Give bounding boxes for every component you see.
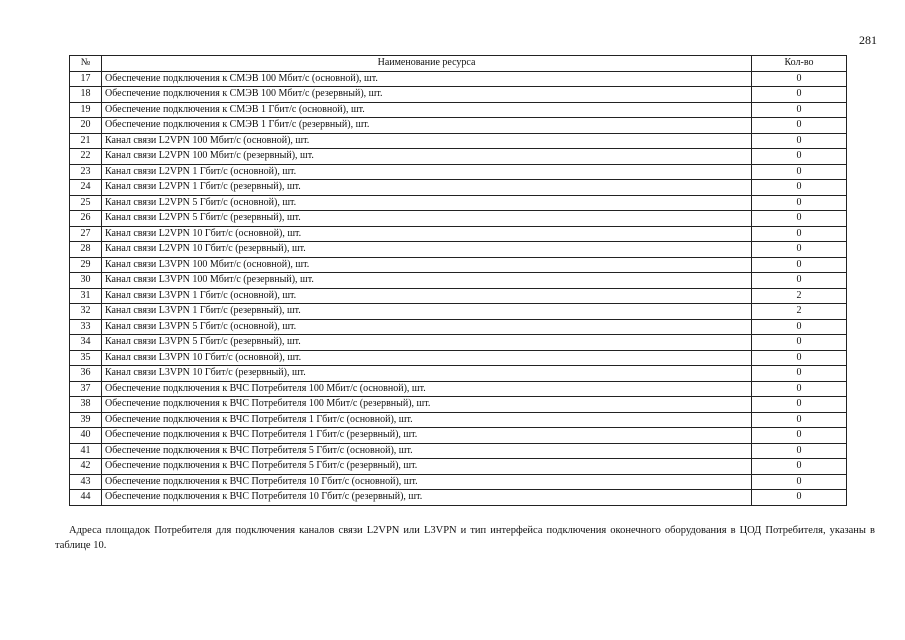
table-row bbox=[70, 273, 847, 289]
table-row bbox=[70, 474, 847, 490]
row-number: 37 bbox=[70, 381, 102, 397]
row-resource-name: Обеспечение подключения к ВЧС Потребителя 1 Гбит/с (резервный), шт. bbox=[102, 428, 752, 444]
row-resource-name: Обеспечение подключения к СМЭВ 100 Мбит/с (резервный), шт. bbox=[102, 87, 752, 103]
table-body bbox=[70, 71, 847, 505]
row-number: 39 bbox=[70, 412, 102, 428]
row-number: 27 bbox=[70, 226, 102, 242]
table-row bbox=[70, 118, 847, 134]
table-row bbox=[70, 288, 847, 304]
row-quantity: 0 bbox=[752, 490, 847, 506]
row-number: 19 bbox=[70, 102, 102, 118]
row-resource-name: Канал связи L3VPN 1 Гбит/с (резервный), шт. bbox=[102, 304, 752, 320]
row-resource-name: Обеспечение подключения к ВЧС Потребителя 5 Гбит/с (резервный), шт. bbox=[102, 459, 752, 475]
row-resource-name: Канал связи L2VPN 5 Гбит/с (резервный), шт. bbox=[102, 211, 752, 227]
header-number: № bbox=[70, 56, 102, 72]
row-quantity: 0 bbox=[752, 397, 847, 413]
row-quantity: 0 bbox=[752, 459, 847, 475]
row-resource-name: Канал связи L3VPN 100 Мбит/с (резервный), шт. bbox=[102, 273, 752, 289]
header-quantity: Кол-во bbox=[752, 56, 847, 72]
row-resource-name: Канал связи L2VPN 10 Гбит/с (резервный), шт. bbox=[102, 242, 752, 258]
row-resource-name: Обеспечение подключения к ВЧС Потребителя 100 Мбит/с (основной), шт. bbox=[102, 381, 752, 397]
row-resource-name: Канал связи L3VPN 100 Мбит/с (основной), шт. bbox=[102, 257, 752, 273]
row-quantity: 0 bbox=[752, 428, 847, 444]
table-row bbox=[70, 164, 847, 180]
row-quantity: 0 bbox=[752, 102, 847, 118]
row-number: 30 bbox=[70, 273, 102, 289]
row-quantity: 0 bbox=[752, 257, 847, 273]
row-number: 28 bbox=[70, 242, 102, 258]
table-row bbox=[70, 180, 847, 196]
table-row bbox=[70, 428, 847, 444]
row-resource-name: Канал связи L3VPN 1 Гбит/с (основной), шт. bbox=[102, 288, 752, 304]
row-quantity: 0 bbox=[752, 71, 847, 87]
table-row bbox=[70, 366, 847, 382]
row-resource-name: Канал связи L3VPN 5 Гбит/с (основной), шт. bbox=[102, 319, 752, 335]
row-resource-name: Канал связи L3VPN 10 Гбит/с (основной), шт. bbox=[102, 350, 752, 366]
row-number: 31 bbox=[70, 288, 102, 304]
row-resource-name: Обеспечение подключения к ВЧС Потребителя 5 Гбит/с (основной), шт. bbox=[102, 443, 752, 459]
row-number: 34 bbox=[70, 335, 102, 351]
row-resource-name: Обеспечение подключения к СМЭВ 1 Гбит/с (основной), шт. bbox=[102, 102, 752, 118]
table-row bbox=[70, 412, 847, 428]
row-quantity: 2 bbox=[752, 288, 847, 304]
row-quantity: 0 bbox=[752, 242, 847, 258]
row-resource-name: Обеспечение подключения к ВЧС Потребителя 10 Гбит/с (основной), шт. bbox=[102, 474, 752, 490]
table-row bbox=[70, 211, 847, 227]
row-quantity: 0 bbox=[752, 335, 847, 351]
row-resource-name: Обеспечение подключения к СМЭВ 1 Гбит/с (резервный), шт. bbox=[102, 118, 752, 134]
row-number: 42 bbox=[70, 459, 102, 475]
row-number: 18 bbox=[70, 87, 102, 103]
table-row bbox=[70, 443, 847, 459]
row-number: 25 bbox=[70, 195, 102, 211]
table-row bbox=[70, 133, 847, 149]
row-quantity: 0 bbox=[752, 180, 847, 196]
row-resource-name: Канал связи L2VPN 100 Мбит/с (резервный), шт. bbox=[102, 149, 752, 165]
resource-table bbox=[69, 55, 847, 506]
table-row bbox=[70, 226, 847, 242]
row-quantity: 0 bbox=[752, 366, 847, 382]
row-quantity: 0 bbox=[752, 412, 847, 428]
table-row bbox=[70, 257, 847, 273]
table-row bbox=[70, 335, 847, 351]
row-number: 40 bbox=[70, 428, 102, 444]
row-number: 26 bbox=[70, 211, 102, 227]
row-quantity: 0 bbox=[752, 350, 847, 366]
table-reference-note: Адреса площадок Потребителя для подключения каналов связи L2VPN или L3VPN и тип интерфейса подключения оконечного оборудования в ЦОД Потребителя, указаны в таблице 10. bbox=[55, 525, 875, 551]
row-quantity: 0 bbox=[752, 443, 847, 459]
row-quantity: 0 bbox=[752, 273, 847, 289]
table-row bbox=[70, 319, 847, 335]
row-resource-name: Канал связи L3VPN 5 Гбит/с (резервный), шт. bbox=[102, 335, 752, 351]
row-resource-name: Канал связи L3VPN 10 Гбит/с (резервный), шт. bbox=[102, 366, 752, 382]
row-number: 38 bbox=[70, 397, 102, 413]
row-resource-name: Канал связи L2VPN 1 Гбит/с (резервный), шт. bbox=[102, 180, 752, 196]
table-row bbox=[70, 87, 847, 103]
row-resource-name: Канал связи L2VPN 100 Мбит/с (основной), шт. bbox=[102, 133, 752, 149]
row-quantity: 0 bbox=[752, 211, 847, 227]
row-number: 17 bbox=[70, 71, 102, 87]
row-resource-name: Канал связи L2VPN 1 Гбит/с (основной), шт. bbox=[102, 164, 752, 180]
row-quantity: 0 bbox=[752, 381, 847, 397]
row-number: 32 bbox=[70, 304, 102, 320]
row-number: 35 bbox=[70, 350, 102, 366]
row-resource-name: Канал связи L2VPN 10 Гбит/с (основной), шт. bbox=[102, 226, 752, 242]
header-resource-name: Наименование ресурса bbox=[102, 56, 752, 72]
row-quantity: 0 bbox=[752, 474, 847, 490]
table-row bbox=[70, 149, 847, 165]
row-quantity: 0 bbox=[752, 133, 847, 149]
row-resource-name: Обеспечение подключения к ВЧС Потребителя 100 Мбит/с (резервный), шт. bbox=[102, 397, 752, 413]
row-number: 29 bbox=[70, 257, 102, 273]
row-quantity: 0 bbox=[752, 87, 847, 103]
table-row bbox=[70, 350, 847, 366]
row-number: 23 bbox=[70, 164, 102, 180]
table-row bbox=[70, 490, 847, 506]
row-resource-name: Обеспечение подключения к СМЭВ 100 Мбит/с (основной), шт. bbox=[102, 71, 752, 87]
row-number: 41 bbox=[70, 443, 102, 459]
row-quantity: 0 bbox=[752, 195, 847, 211]
table-row bbox=[70, 459, 847, 475]
row-number: 20 bbox=[70, 118, 102, 134]
table-row bbox=[70, 397, 847, 413]
page-number: 281 bbox=[859, 33, 877, 47]
row-resource-name: Канал связи L2VPN 5 Гбит/с (основной), шт. bbox=[102, 195, 752, 211]
table-row bbox=[70, 71, 847, 87]
row-number: 43 bbox=[70, 474, 102, 490]
row-quantity: 2 bbox=[752, 304, 847, 320]
table-row bbox=[70, 195, 847, 211]
row-number: 21 bbox=[70, 133, 102, 149]
row-quantity: 0 bbox=[752, 164, 847, 180]
row-number: 36 bbox=[70, 366, 102, 382]
row-resource-name: Обеспечение подключения к ВЧС Потребителя 1 Гбит/с (основной), шт. bbox=[102, 412, 752, 428]
table-header-row bbox=[70, 56, 847, 72]
row-quantity: 0 bbox=[752, 149, 847, 165]
row-quantity: 0 bbox=[752, 319, 847, 335]
table-row bbox=[70, 242, 847, 258]
table-row bbox=[70, 381, 847, 397]
row-quantity: 0 bbox=[752, 118, 847, 134]
row-quantity: 0 bbox=[752, 226, 847, 242]
table-row bbox=[70, 304, 847, 320]
row-number: 22 bbox=[70, 149, 102, 165]
table-row bbox=[70, 102, 847, 118]
row-resource-name: Обеспечение подключения к ВЧС Потребителя 10 Гбит/с (резервный), шт. bbox=[102, 490, 752, 506]
row-number: 44 bbox=[70, 490, 102, 506]
row-number: 33 bbox=[70, 319, 102, 335]
row-number: 24 bbox=[70, 180, 102, 196]
